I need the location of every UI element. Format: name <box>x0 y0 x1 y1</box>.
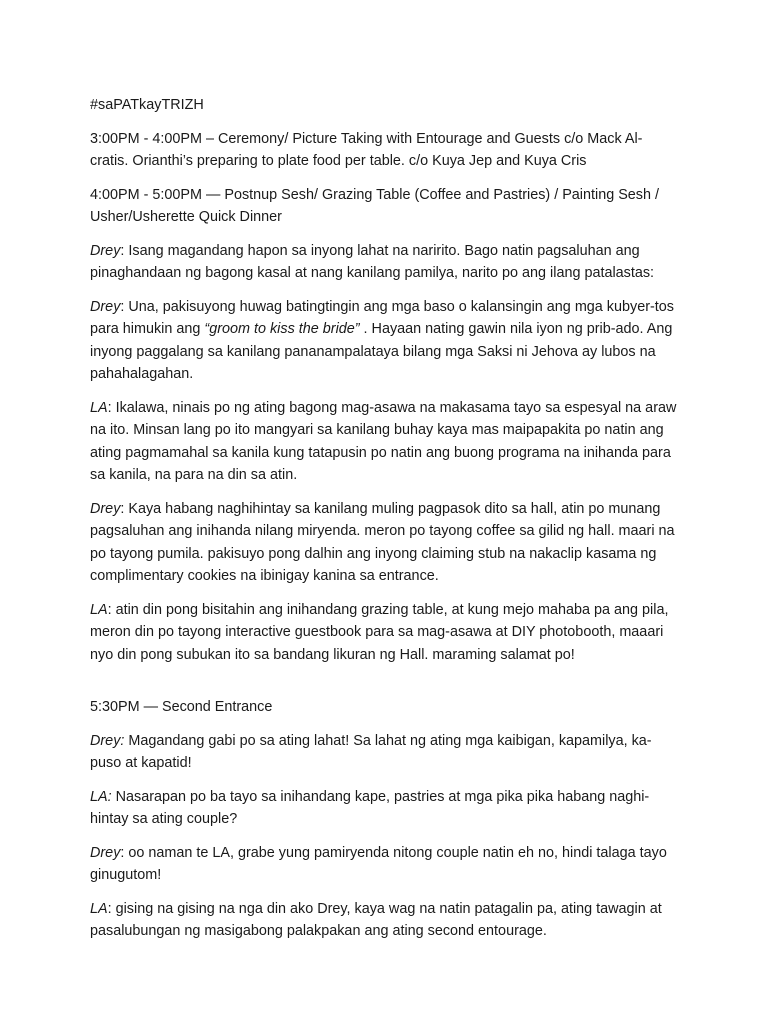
line-text: : Ikalawa, ninais po ng ating bagong mag-asawa na makasama tayo sa espesyal na araw na ito. Minsan lang po ito mangyari sa kanilang buhay kaya mas maipapakita po natin ang ating pagmamahal sa kanila kung tatapusin po natin ang buong programa na inihanda para sa kanila, na para na din sa atin. <box>90 399 677 483</box>
document-body <box>90 94 680 954</box>
hashtag-heading: #saPATkayTRIZH <box>90 97 204 113</box>
quoted-phrase: “groom to kiss the bride” <box>204 321 360 337</box>
line-text: Nasarapan po ba tayo sa inihandang kape, pastries at mga pika pika habang naghi-hintay sa ating couple? <box>90 788 650 827</box>
line-text: : Kaya habang naghihintay sa kanilang muling pagpasok dito sa hall, atin po munang pagsaluhan ang inihanda nilang miryenda. meron po tayong coffee sa gilid ng hall. maari na po tayong pumila. pakisuyo pong dalhin ang inyong claiming stub na nakaclip kasama ng complimentary cookies na ibinigay kanina sa entrance. <box>90 500 675 584</box>
line-text: . Hayaan nating gawin nila iyon ng prib-ado. Ang inyong paggalang sa kanilang pananampalataya bilang mga Saksi ni Jehova ay lubos na pahahalagahan. <box>90 321 673 382</box>
speaker-name: LA <box>90 601 108 618</box>
script-line-la-2 <box>90 599 680 667</box>
speaker-name: Drey: <box>90 732 125 749</box>
speaker-name: LA <box>90 399 108 416</box>
speaker-name: Drey <box>90 500 121 517</box>
speaker-name: LA: <box>90 788 112 805</box>
line-text: : gising na gising na nga din ako Drey, kaya wag na natin patagalin pa, ating tawagin at pasalubungan ng masigabong palakpakan ang ating second entourage. <box>90 900 662 939</box>
speaker-name: Drey <box>90 298 121 315</box>
speaker-name: LA <box>90 900 108 917</box>
speaker-name: Drey <box>90 242 121 259</box>
script-line-la-1 <box>90 397 680 487</box>
line-text: Magandang gabi po sa ating lahat! Sa lahat ng ating mga kaibigan, kapamilya, ka-puso at kapatid! <box>90 732 652 771</box>
script-line-drey-2 <box>90 296 680 386</box>
script-line-la-3 <box>90 786 680 831</box>
section-spacer <box>90 677 680 696</box>
script-line-drey-1 <box>90 240 680 285</box>
line-text: : atin din pong bisitahin ang inihandang grazing table, at kung mejo mahaba pa ang pila, meron din po tayong interactive guestbook para sa mag-asawa at DIY photobooth, maaari nyo din pong subukan ito sa bandang likuran ng Hall. maraming salamat po! <box>90 601 669 663</box>
schedule-ceremony: 3:00PM - 4:00PM – Ceremony/ Picture Taking with Entourage and Guests c/o Mack Al-cratis. Orianthi’s preparing to plate food per table. c/o Kuya Jep and Kuya Cris <box>90 130 643 169</box>
speaker-name: Drey <box>90 844 121 861</box>
line-text: : oo naman te LA, grabe yung pamiryenda nitong couple natin eh no, hindi talaga tayo ginugutom! <box>90 844 667 883</box>
script-line-la-4 <box>90 898 680 943</box>
script-line-drey-4 <box>90 730 680 775</box>
schedule-second-entrance: 5:30PM — Second Entrance <box>90 699 273 715</box>
line-text: : Isang magandang hapon sa inyong lahat na naririto. Bago natin pagsaluhan ang pinaghandaan ng bagong kasal at nang kanilang pamilya, narito po ang ilang patalastas: <box>90 242 655 281</box>
line-text: : Una, pakisuyong huwag batingtingin ang mga baso o kalansingin ang mga kubyer-tos para himukin ang <box>90 298 674 337</box>
script-line-drey-5 <box>90 842 680 887</box>
script-line-drey-3 <box>90 498 680 588</box>
schedule-postnup: 4:00PM - 5:00PM — Postnup Sesh/ Grazing Table (Coffee and Pastries) / Painting Sesh / Usher/Usherette Quick Dinner <box>90 186 659 225</box>
